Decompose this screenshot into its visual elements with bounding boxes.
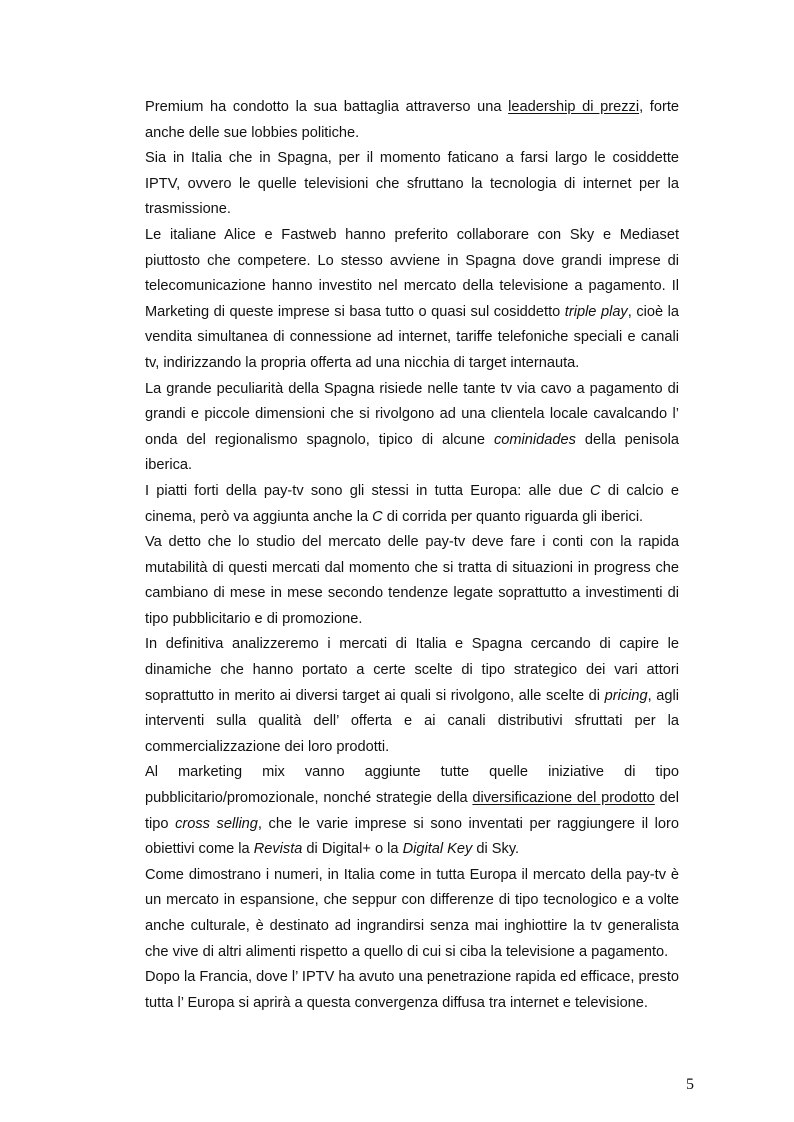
document-body: [145, 95, 679, 1016]
text-run: del tipo: [145, 790, 680, 832]
italic-term: C: [590, 482, 601, 499]
underlined-term: leadership di prezzi: [508, 99, 640, 115]
text-run: Come dimostrano i numeri, in Italia come in tutta Europa il mercato della pay-tv è un mercato in espansione, che seppur con differenze di tipo tecnologico e a volte anche culturale, è destinato ad ingrandirsi senza mai inghiottire la tv generalista che vive di altri alimenti rispetto a quello di cui si ciba la televisione a pagamento.: [145, 866, 679, 960]
italic-term: cross selling: [175, 815, 258, 832]
text-run: I piatti forti della pay-tv sono gli stessi in tutta Europa: alle due: [145, 482, 591, 499]
italic-term: C: [372, 508, 383, 525]
paragraph-3: [145, 223, 679, 377]
text-run: , agli interventi sulla qualità dell’ offerta e ai canali distributivi sfruttati per la commercializzazione dei loro prodotti.: [145, 687, 679, 755]
italic-term: Digital Key: [402, 841, 473, 858]
text-run: di calcio e cinema, però va aggiunta anche la: [145, 482, 679, 525]
text-run: Sia in Italia che in Spagna, per il momento faticano a farsi largo le cosiddette IPTV, ovvero le quelle televisioni che sfruttano la tecnologia di internet per la trasmissione.: [145, 150, 679, 218]
italic-term: triple play: [564, 303, 628, 320]
text-run: Al marketing mix vanno aggiunte tutte quelle iniziative di tipo pubblicitario/promozionale, nonché strategie della: [145, 764, 679, 807]
paragraph-10: [145, 965, 679, 1016]
page-number: 5: [686, 1076, 694, 1093]
text-run: La grande peculiarità della Spagna risiede nelle tante tv via cavo a pagamento di grandi e piccole dimensioni che si rivolgono ad una clientela locale cavalcando l’ onda del regionalismo spagnolo, tipico di alcune: [145, 380, 679, 448]
italic-term: pricing: [604, 687, 648, 704]
paragraph-6: [145, 530, 679, 632]
paragraph-8: [145, 760, 679, 862]
text-run: Premium ha condotto la sua battaglia attraverso una: [145, 99, 509, 115]
paragraph-5: [145, 479, 679, 530]
paragraph-7: [145, 632, 679, 760]
paragraph-9: [145, 863, 679, 965]
paragraph-2: [145, 146, 679, 223]
text-run: di corrida per quanto riguarda gli iberici.: [382, 508, 644, 525]
text-run: della penisola iberica.: [145, 431, 679, 474]
paragraph-1: [145, 95, 679, 146]
text-run: , che le varie imprese si sono inventati per raggiungere il loro obiettivi come la: [145, 815, 679, 858]
italic-term: cominidades: [493, 431, 576, 448]
text-run: , cioè la vendita simultanea di connessione ad internet, tariffe telefoniche speciali e canali tv, indirizzando la propria offerta ad una nicchia di target internauta.: [145, 303, 679, 371]
text-run: Va detto che lo studio del mercato delle pay-tv deve fare i conti con la rapida mutabilità di questi mercati dal momento che si tratta di situazioni in progress che cambiano di mese in mese secondo tendenze legate soprattutto a investimenti di tipo pubblicitario e di promozione.: [145, 534, 679, 627]
text-run: Dopo la Francia, dove l’ IPTV ha avuto una penetrazione rapida ed efficace, presto tutta l’ Europa si aprirà a questa convergenza diffusa tra internet e televisione.: [145, 969, 679, 1011]
text-run: , forte anche delle sue lobbies politiche.: [145, 99, 679, 141]
text-run: Le italiane Alice e Fastweb hanno preferito collaborare con Sky e Mediaset piuttosto che competere. Lo stesso avviene in Spagna dove grandi imprese di telecomunicazione hanno investito nel mercato della televisione a pagamento. Il Marketing di queste imprese si basa tutto o quasi sul cosiddetto: [145, 226, 679, 320]
italic-term: Revista: [253, 841, 303, 858]
text-run: di Sky.: [472, 841, 520, 858]
underlined-term: diversificazione del prodotto: [472, 790, 655, 807]
text-run: di Digital+ o la: [302, 841, 403, 858]
text-run: In definitiva analizzeremo i mercati di Italia e Spagna cercando di capire le dinamiche che hanno portato a certe scelte di tipo strategico dei vari attori soprattutto in merito ai diversi target ai quali si rivolgono, alle scelte di: [145, 636, 679, 704]
paragraph-4: [145, 377, 679, 479]
